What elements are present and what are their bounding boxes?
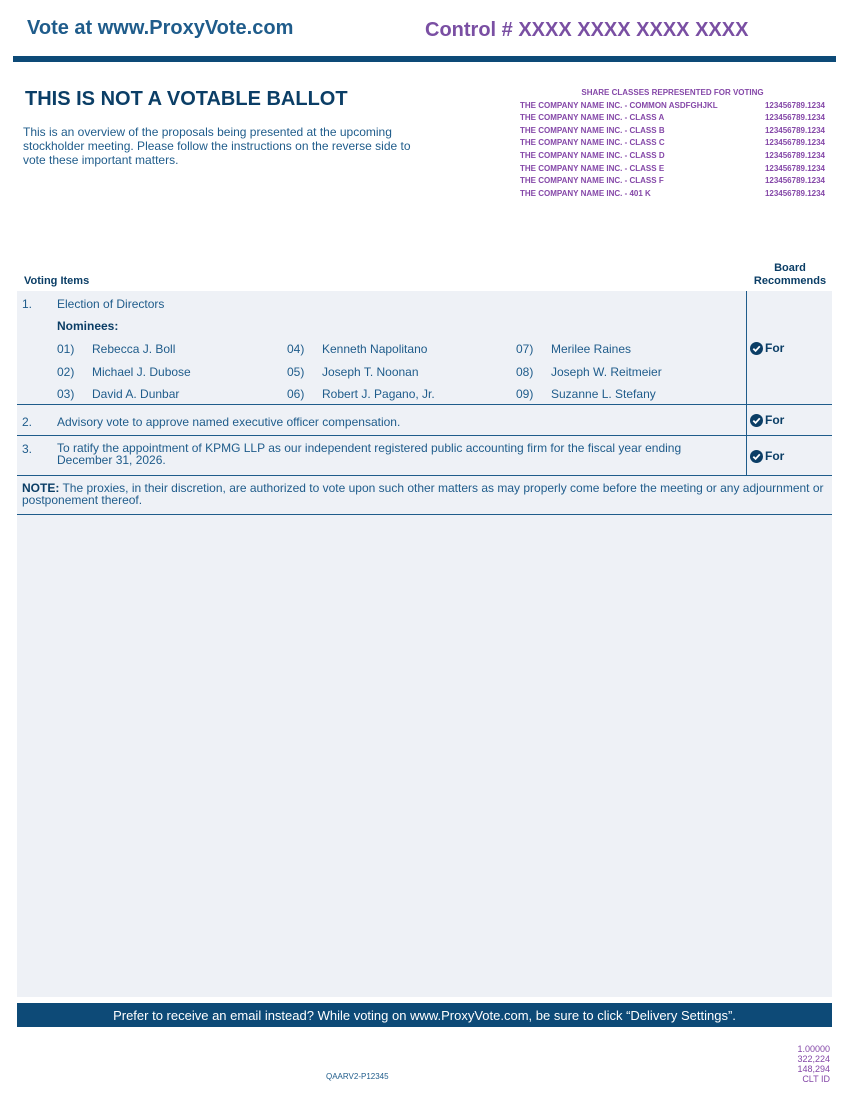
nominees-label: Nominees:	[57, 319, 119, 333]
nominee-number: 06)	[287, 387, 305, 401]
tracking-numbers	[797, 1044, 830, 1084]
item-text: To ratify the appointment of KPMG LLP as our independent registered public accounting firm for the fiscal year ending December 31, 2026.	[57, 441, 682, 467]
proxyvote-url: Vote at www.ProxyVote.com	[27, 17, 294, 39]
share-class-row	[520, 175, 825, 188]
tracking-number: 1.00000	[797, 1044, 830, 1054]
nominee-number: 02)	[57, 365, 75, 379]
share-class-value: 123456789.1234	[764, 150, 825, 160]
share-class-value: 123456789.1234	[764, 138, 825, 148]
share-class-value: 123456789.1234	[764, 100, 825, 110]
check-circle-icon	[750, 342, 763, 355]
recommendation-label: For	[765, 449, 785, 463]
email-delivery-banner: Prefer to receive an email instead? While voting on www.ProxyVote.com, be sure to click “Delivery Settings”.	[17, 1003, 832, 1027]
nominee-number: 09)	[516, 387, 534, 401]
share-class-row	[520, 100, 825, 113]
nominee-name: Rebecca J. Boll	[92, 342, 176, 356]
nominee-name: Suzanne L. Stefany	[551, 387, 656, 401]
recommend-column-divider	[746, 291, 747, 475]
nominee-number: 04)	[287, 342, 305, 356]
nominee-name: Kenneth Napolitano	[322, 342, 428, 356]
share-class-name: THE COMPANY NAME INC. - COMMON ASDFGHJKL	[520, 100, 718, 110]
row-divider	[17, 475, 832, 476]
tracking-number: 322,224	[797, 1054, 830, 1064]
intro-text: This is an overview of the proposals being presented at the upcoming stockholder meeting. Please follow the instructions on the reverse side to vote these important matters.	[23, 125, 411, 167]
share-class-row	[520, 112, 825, 125]
item-text: Advisory vote to approve named executive officer compensation.	[57, 415, 401, 429]
share-classes-block	[520, 87, 825, 200]
nominee-name: David A. Dunbar	[92, 387, 180, 401]
item-text: Election of Directors	[57, 297, 165, 311]
nominee-number: 07)	[516, 342, 534, 356]
share-class-row	[520, 150, 825, 163]
nominee-name: Joseph W. Reitmeier	[551, 365, 662, 379]
header-divider	[13, 56, 836, 62]
nominee-name: Joseph T. Noonan	[322, 365, 419, 379]
share-class-name: THE COMPANY NAME INC. - CLASS B	[520, 125, 665, 135]
share-class-row	[520, 188, 825, 201]
check-circle-icon	[750, 414, 763, 427]
note-text	[22, 482, 830, 506]
note-label: NOTE:	[22, 481, 60, 495]
share-class-row	[520, 125, 825, 138]
share-class-name: THE COMPANY NAME INC. - CLASS D	[520, 150, 665, 160]
nominee-name: Merilee Raines	[551, 342, 632, 356]
board-recommendation	[750, 341, 784, 355]
board-recommendation	[750, 449, 784, 463]
item-number: 2.	[22, 415, 33, 429]
board-recommendation	[750, 413, 784, 427]
row-divider	[17, 514, 832, 515]
page-title: THIS IS NOT A VOTABLE BALLOT	[25, 88, 348, 110]
share-class-value: 123456789.1234	[764, 125, 825, 135]
nominee-name: Michael J. Dubose	[92, 365, 191, 379]
share-class-name: THE COMPANY NAME INC. - CLASS C	[520, 138, 665, 148]
share-class-name: THE COMPANY NAME INC. - CLASS E	[520, 163, 665, 173]
nominee-number: 08)	[516, 365, 534, 379]
board-recommends-header: Board Recommends	[753, 262, 827, 287]
nominee-number: 01)	[57, 342, 75, 356]
share-class-row	[520, 137, 825, 150]
share-class-row	[520, 163, 825, 176]
document-code: QAARV2-P12345	[326, 1072, 389, 1081]
row-divider	[17, 404, 832, 405]
tracking-number: CLT ID	[802, 1074, 830, 1084]
voting-items-header: Voting Items	[24, 275, 90, 287]
share-class-name: THE COMPANY NAME INC. - CLASS F	[520, 176, 664, 186]
share-class-value: 123456789.1234	[764, 176, 825, 186]
item-number: 1.	[22, 297, 33, 311]
share-classes-heading: SHARE CLASSES REPRESENTED FOR VOTING	[581, 88, 764, 97]
share-class-name: THE COMPANY NAME INC. - 401 K	[520, 188, 651, 198]
share-class-name: THE COMPANY NAME INC. - CLASS A	[520, 113, 665, 123]
share-class-value: 123456789.1234	[764, 188, 825, 198]
nominee-name: Robert J. Pagano, Jr.	[322, 387, 435, 401]
check-circle-icon	[750, 450, 763, 463]
share-class-value: 123456789.1234	[764, 163, 825, 173]
recommendation-label: For	[765, 341, 785, 355]
row-divider	[17, 435, 832, 436]
nominee-number: 03)	[57, 387, 75, 401]
control-number: Control # XXXX XXXX XXXX XXXX	[425, 19, 749, 41]
item-number: 3.	[22, 442, 33, 456]
note-body: The proxies, in their discretion, are authorized to vote upon such other matters as may properly come before the meeting or any adjournment or postponement thereof.	[22, 481, 824, 507]
recommendation-label: For	[765, 413, 785, 427]
nominee-number: 05)	[287, 365, 305, 379]
share-class-value: 123456789.1234	[764, 113, 825, 123]
tracking-number: 148,294	[797, 1064, 830, 1074]
